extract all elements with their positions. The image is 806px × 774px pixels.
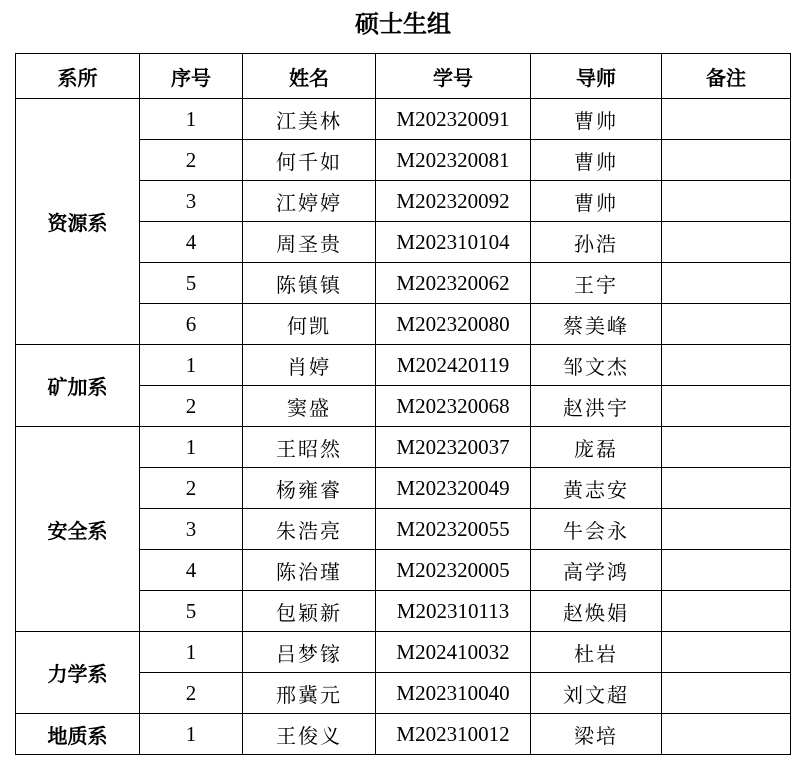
name-cell: 杨雍睿 xyxy=(243,468,376,509)
student-id-cell: M202320080 xyxy=(376,304,531,345)
remark-cell xyxy=(662,591,791,632)
student-id-cell: M202320081 xyxy=(376,140,531,181)
header-remark: 备注 xyxy=(662,54,791,99)
page-title: 硕士生组 xyxy=(355,9,451,38)
advisor-cell: 杜岩 xyxy=(531,632,662,673)
number-cell: 1 xyxy=(140,632,243,673)
advisor-cell: 曹帅 xyxy=(531,99,662,140)
name-cell: 朱浩亮 xyxy=(243,509,376,550)
number-cell: 5 xyxy=(140,591,243,632)
number-cell: 5 xyxy=(140,263,243,304)
dept-cell: 资源系 xyxy=(16,99,140,345)
header-name: 姓名 xyxy=(243,54,376,99)
dept-cell: 地质系 xyxy=(16,714,140,755)
student-id-cell: M202320092 xyxy=(376,181,531,222)
number-cell: 2 xyxy=(140,386,243,427)
table-row xyxy=(16,427,791,468)
advisor-cell: 孙浩 xyxy=(531,222,662,263)
name-cell: 何千如 xyxy=(243,140,376,181)
name-cell: 窦盛 xyxy=(243,386,376,427)
remark-cell xyxy=(662,99,791,140)
advisor-cell: 蔡美峰 xyxy=(531,304,662,345)
student-id-cell: M202310040 xyxy=(376,673,531,714)
remark-cell xyxy=(662,673,791,714)
number-cell: 2 xyxy=(140,140,243,181)
dept-cell: 安全系 xyxy=(16,427,140,632)
name-cell: 周圣贵 xyxy=(243,222,376,263)
remark-cell xyxy=(662,345,791,386)
advisor-cell: 高学鸿 xyxy=(531,550,662,591)
dept-cell: 力学系 xyxy=(16,632,140,714)
remark-cell xyxy=(662,632,791,673)
remark-cell xyxy=(662,509,791,550)
name-cell: 邢冀元 xyxy=(243,673,376,714)
table-row xyxy=(16,632,791,673)
header-advisor: 导师 xyxy=(531,54,662,99)
student-table xyxy=(15,53,791,755)
name-cell: 包颖新 xyxy=(243,591,376,632)
advisor-cell: 梁培 xyxy=(531,714,662,755)
remark-cell xyxy=(662,386,791,427)
remark-cell xyxy=(662,550,791,591)
name-cell: 江婷婷 xyxy=(243,181,376,222)
table-row xyxy=(16,99,791,140)
table-row xyxy=(16,345,791,386)
name-cell: 王俊义 xyxy=(243,714,376,755)
advisor-cell: 曹帅 xyxy=(531,140,662,181)
advisor-cell: 刘文超 xyxy=(531,673,662,714)
name-cell: 吕梦镓 xyxy=(243,632,376,673)
student-id-cell: M202310113 xyxy=(376,591,531,632)
remark-cell xyxy=(662,140,791,181)
advisor-cell: 王宇 xyxy=(531,263,662,304)
number-cell: 3 xyxy=(140,181,243,222)
student-id-cell: M202420119 xyxy=(376,345,531,386)
header-row xyxy=(16,54,791,99)
number-cell: 2 xyxy=(140,468,243,509)
student-id-cell: M202310012 xyxy=(376,714,531,755)
advisor-cell: 赵洪宇 xyxy=(531,386,662,427)
remark-cell xyxy=(662,714,791,755)
header-dept: 系所 xyxy=(16,54,140,99)
advisor-cell: 黄志安 xyxy=(531,468,662,509)
remark-cell xyxy=(662,263,791,304)
student-id-cell: M202320037 xyxy=(376,427,531,468)
name-cell: 肖婷 xyxy=(243,345,376,386)
number-cell: 1 xyxy=(140,99,243,140)
student-id-cell: M202320068 xyxy=(376,386,531,427)
remark-cell xyxy=(662,427,791,468)
advisor-cell: 庞磊 xyxy=(531,427,662,468)
name-cell: 何凯 xyxy=(243,304,376,345)
header-number: 序号 xyxy=(140,54,243,99)
student-id-cell: M202320091 xyxy=(376,99,531,140)
remark-cell xyxy=(662,304,791,345)
student-id-cell: M202320005 xyxy=(376,550,531,591)
dept-cell: 矿加系 xyxy=(16,345,140,427)
advisor-cell: 曹帅 xyxy=(531,181,662,222)
remark-cell xyxy=(662,181,791,222)
advisor-cell: 赵焕娟 xyxy=(531,591,662,632)
table-row xyxy=(16,714,791,755)
number-cell: 4 xyxy=(140,222,243,263)
student-id-cell: M202320062 xyxy=(376,263,531,304)
name-cell: 陈镇镇 xyxy=(243,263,376,304)
student-id-cell: M202320049 xyxy=(376,468,531,509)
number-cell: 1 xyxy=(140,427,243,468)
advisor-cell: 牛会永 xyxy=(531,509,662,550)
header-student-id: 学号 xyxy=(376,54,531,99)
remark-cell xyxy=(662,468,791,509)
student-id-cell: M202320055 xyxy=(376,509,531,550)
number-cell: 6 xyxy=(140,304,243,345)
advisor-cell: 邹文杰 xyxy=(531,345,662,386)
number-cell: 1 xyxy=(140,714,243,755)
remark-cell xyxy=(662,222,791,263)
number-cell: 4 xyxy=(140,550,243,591)
name-cell: 江美林 xyxy=(243,99,376,140)
name-cell: 王昭然 xyxy=(243,427,376,468)
name-cell: 陈治瑾 xyxy=(243,550,376,591)
number-cell: 2 xyxy=(140,673,243,714)
number-cell: 3 xyxy=(140,509,243,550)
student-id-cell: M202410032 xyxy=(376,632,531,673)
number-cell: 1 xyxy=(140,345,243,386)
student-id-cell: M202310104 xyxy=(376,222,531,263)
